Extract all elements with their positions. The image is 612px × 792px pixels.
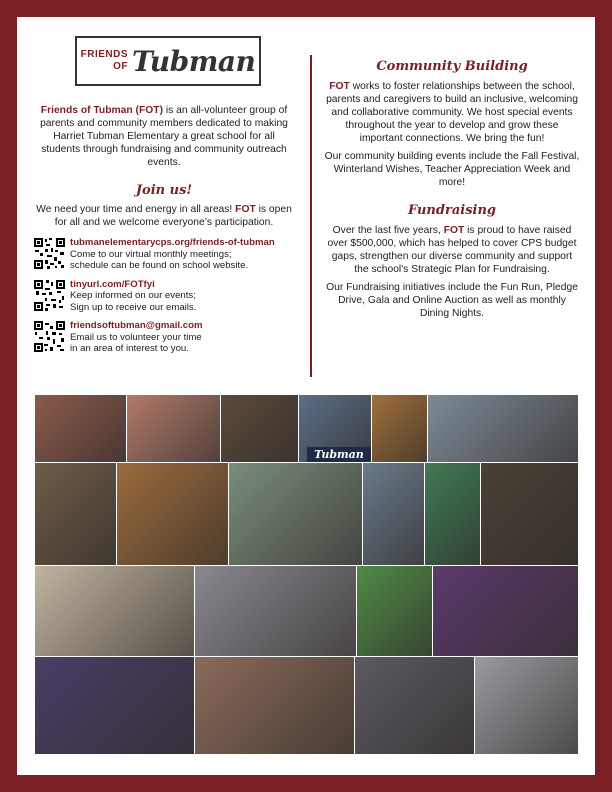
photo-door-decoration <box>425 463 480 565</box>
fundraising-paragraph-2: Our Fundraising initiatives include the Fun Run, Pledge Drive, Gala and Online Auction as well as monthly Dining Nights. <box>326 282 578 319</box>
photo-teachers <box>195 657 354 754</box>
photo-dining-night <box>481 463 578 565</box>
qr-item-text <box>70 237 275 272</box>
photo-chalk-art <box>35 566 194 656</box>
qr-item-email <box>33 320 295 355</box>
qr-item-text <box>70 279 196 314</box>
column-divider <box>310 55 312 377</box>
qr-item-text <box>70 320 203 355</box>
photo-fun-run <box>357 566 432 656</box>
community-paragraph-2: Our community building events include the Fall Festival, Winterland Wishes, Teacher Appreciation Week and more! <box>324 151 580 188</box>
qr-item-line2: in an area of interest to you. <box>70 343 189 354</box>
website-link[interactable]: tubmanelementarycps.org/friends-of-tubman <box>70 237 275 248</box>
join-text <box>33 203 295 229</box>
community-fot: FOT <box>329 81 350 92</box>
fundraising-p1-a: Over the last five years, <box>332 225 444 236</box>
photo-crafts <box>35 463 116 565</box>
qr-code-icon <box>33 237 66 270</box>
email-link[interactable]: friendsoftubman@gmail.com <box>70 320 203 331</box>
photo-students-group <box>363 463 424 565</box>
community-p1-text: works to foster relationships between the school, parents and caregivers to build an inclusive, welcoming and collaborative community. We host special events throughout the year to develop and grow these important connections. We bring the fun! <box>326 81 578 144</box>
qr-item-line2: Sign up to receive our emails. <box>70 301 197 313</box>
community-paragraph-1 <box>324 80 580 145</box>
fundraising-p1-b: is proud to have raised over $500,000, which has helped to cover CPS budget gaps, strengthen our diverse community and support the school's Strategic Plan for Fundraising. <box>327 225 577 275</box>
photo-party-kids <box>433 566 578 656</box>
photo-mascot <box>475 657 578 754</box>
fundraising-fot: FOT <box>443 225 465 236</box>
fundraising-heading: Fundraising <box>407 203 496 218</box>
photo-balloons <box>127 395 220 462</box>
join-text-b: is open for all and we welcome everyone’s participation. <box>54 204 292 228</box>
photo-class-photo <box>355 657 474 754</box>
fundraising-paragraph-1 <box>324 224 580 276</box>
qr-item-line1: Email us to volunteer your time <box>70 331 202 343</box>
logo-of: OF <box>113 61 129 72</box>
left-column <box>33 104 295 355</box>
join-text-fot: FOT <box>235 204 256 215</box>
logo-wordmark <box>81 49 128 73</box>
photo-collage <box>35 395 579 755</box>
qr-item-line1: Keep informed on our events; <box>70 290 196 301</box>
community-heading: Community Building <box>376 59 528 74</box>
fot-logo <box>75 36 261 86</box>
qr-item-website <box>33 237 295 272</box>
photo-playground <box>229 463 362 565</box>
qr-item-line1: Come to our virtual monthly meetings; <box>70 248 232 260</box>
logo-tubman: Tubman <box>132 44 256 78</box>
join-heading: Join us! <box>135 183 193 198</box>
photo-pumpkins <box>372 395 427 462</box>
tinyurl-link[interactable]: tinyurl.com/FOTfyi <box>70 278 155 290</box>
intro-brand: Friends of Tubman (FOT) <box>40 105 163 116</box>
photo-dance <box>35 657 194 754</box>
photo-gala <box>221 395 298 462</box>
join-text-a: We need your time and energy in all areas! <box>36 204 236 215</box>
intro-paragraph <box>33 104 295 169</box>
photo-group-kids <box>35 395 126 462</box>
right-column <box>324 59 580 320</box>
qr-item-line2: schedule can be found on school website. <box>70 260 249 271</box>
tubman-banner: Tubman <box>307 447 371 462</box>
photo-winter-families <box>195 566 356 656</box>
flyer-page <box>17 17 595 775</box>
photo-donuts <box>117 463 228 565</box>
logo-friends: FRIENDS <box>80 49 129 60</box>
intro-text: is an all-volunteer group of parents and community members dedicated to making Harriet Tubman Elementary a great school for all students through fundraising and community outreach events. <box>40 105 288 168</box>
qr-item-tinyurl <box>33 279 295 314</box>
qr-code-icon <box>33 320 66 353</box>
qr-code-icon <box>33 279 66 312</box>
photo-check-presentation <box>428 395 578 462</box>
